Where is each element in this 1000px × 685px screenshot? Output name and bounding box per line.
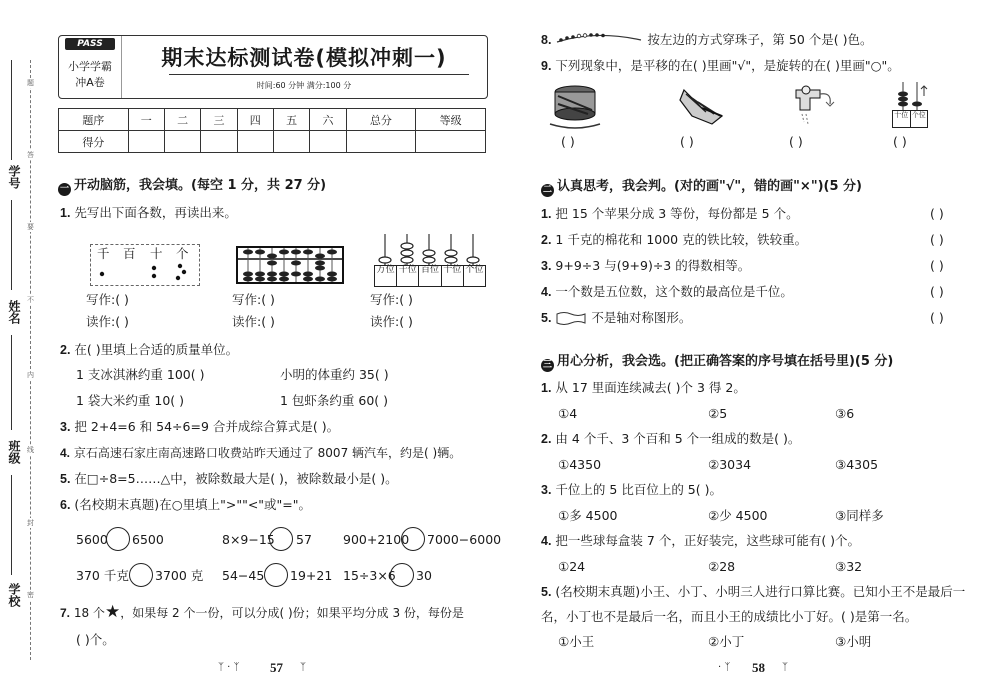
question-number: 9. [541,59,552,73]
choice-option[interactable]: ③4305 [835,457,879,472]
question-9 [541,58,900,74]
choice-question-1[interactable] [541,380,746,396]
write-field-1[interactable]: 写作:( ) [86,292,129,307]
class-label: 班级 [7,440,21,464]
compare-right: 6500 [132,532,164,547]
judge-item [541,258,750,274]
table-cell: 得分 [59,131,129,153]
brand-line1: 小学学霸 [68,60,112,73]
table-row [59,131,486,153]
question-text: 把 2+4=6 和 54÷6=9 合并成综合算式是( )。 [74,419,340,434]
compare-circle[interactable] [106,527,130,551]
compare-right: 30 [416,568,432,583]
place-label: 个位 [911,111,926,119]
question-number: 8. [541,33,552,47]
table-cell: 二 [164,109,200,131]
question-number: 7. [60,606,71,620]
judge-item [541,310,691,326]
question-7-line2[interactable]: ( )个。 [76,632,115,647]
section-number-icon: 二 [542,185,552,195]
write-field-2[interactable]: 写作:( ) [232,292,275,307]
choice-question-5-line2[interactable]: 名，小丁也不是最后一名，而且小王的成绩比小丁好。( )是第一名。 [541,609,918,624]
name-label: 姓名 [7,300,21,324]
choice-question-5 [541,584,965,600]
question-number: 4. [541,534,552,548]
question-number: 3. [60,420,71,434]
compare-left: 54−45 [222,568,265,583]
fill-line [11,200,12,290]
q2-item[interactable]: 1 支冰淇淋约重 100( ) [76,367,205,382]
binding-mark: 要 [27,223,34,231]
page-number-right: 58 [752,660,765,675]
answer-paren[interactable]: ( ) [930,284,944,299]
question-text: 把一些球每盒装 7 个，正好装完，这些球可能有( )个。 [555,533,861,548]
q2-item[interactable]: 小明的体重约 35( ) [280,367,389,382]
question-text: 一个数是五位数，这个数的最高位是千位。 [555,284,793,299]
choice-option[interactable]: ①24 [558,559,586,574]
choice-option[interactable]: ③32 [835,559,863,574]
question-text: 在( )里填上合适的质量单位。 [74,342,239,357]
score-cell[interactable] [346,131,416,153]
exam-meta: 时间:60 分钟 满分:100 分 [256,81,352,90]
question-text: 按左边的方式穿珠子，第 50 个是( )色。 [647,32,873,47]
rod-label: 个位 [465,265,484,275]
compare-circle[interactable] [269,527,293,551]
fill-line [11,475,12,575]
question-text: 千位上的 5 比百位上的 5( )。 [555,482,722,497]
question-4[interactable] [60,445,461,461]
score-cell[interactable] [201,131,237,153]
question-text: 1 千克的棉花和 1000 克的铁比较，铁较重。 [555,232,808,247]
table-cell: 总分 [346,109,416,131]
question-number: 5. [60,472,71,486]
place-label: 十位 [893,111,911,127]
place-label: 千 [97,246,110,261]
page-number-left: 57 [270,660,283,675]
question-text: 下列现象中，是平移的在( )里画"√"，是旋转的在( )里画"○"。 [555,58,900,73]
exam-header [58,35,488,99]
sliding-drawer-icon [676,86,730,126]
compare-circle[interactable] [264,563,288,587]
choice-option[interactable]: ①4 [558,406,578,421]
question-1 [60,205,237,221]
score-cell[interactable] [237,131,273,153]
section-3-heading [541,354,893,372]
section-1-heading [58,178,326,196]
question-text: 18 个 [73,606,105,620]
pass-logo: PASS [65,38,115,50]
question-8[interactable] [541,32,873,48]
title-rule [169,74,469,75]
question-text: 由 4 个千、3 个百和 5 个一组成的数是( )。 [555,431,801,446]
table-cell: 六 [310,109,346,131]
fill-line [11,60,12,160]
bead-dots-icon [90,244,198,284]
question-number: 1. [541,207,552,221]
score-cell[interactable] [416,131,486,153]
question-number: 6. [60,498,71,512]
compare-right: 3700 克 [155,568,204,583]
question-number: 3. [541,483,552,497]
choice-option[interactable]: ③6 [835,406,855,421]
question-number: 4. [60,446,71,460]
question-text: 京石高速石家庄南高速路口收费站昨天通过了 8007 辆汽车，约是( )辆。 [73,446,462,460]
footer-ornament-icon: · ᛉ [718,662,731,673]
question-6 [60,497,311,513]
compare-left: 900+2100 [343,532,410,547]
compare-circle[interactable] [401,527,425,551]
question-text: ，如果每 2 个一份，可以分成( )份；如果平均分成 3 份，每份是 [120,606,464,620]
question-5[interactable] [60,471,398,487]
section-title: 开动脑筋，我会填。(每空 1 分，共 27 分) [74,178,327,193]
choice-question-4[interactable] [541,533,860,549]
choice-option[interactable]: ③小明 [835,634,872,649]
answer-paren[interactable]: ( ) [930,258,944,273]
choice-option[interactable]: ②少 4500 [708,508,768,523]
compare-left: 8×9−15 [222,532,275,547]
question-text: 先写出下面各数，再读出来。 [74,205,237,220]
choice-option[interactable]: ①4350 [558,457,602,472]
section-2-heading [541,179,862,197]
compare-right: 19+21 [290,568,333,583]
table-row [59,109,486,131]
judge-item [541,232,807,248]
compare-circle[interactable] [390,563,414,587]
choice-option[interactable]: ②28 [708,559,736,574]
question-text: 把 15 个苹果分成 3 等份，每份都是 5 个。 [555,206,799,221]
compare-circle[interactable] [129,563,153,587]
q2-item[interactable]: 1 包虾条约重 60( ) [280,393,389,408]
read-field-2[interactable]: 读作:( ) [232,314,275,329]
score-cell[interactable] [310,131,346,153]
star-icon: ★ [104,602,121,622]
read-field-3[interactable]: 读作:( ) [370,314,413,329]
question-text: 不是轴对称图形。 [591,310,692,325]
question-tag: (名校期末真题) [555,584,641,599]
rod-label: 万位 [375,266,397,286]
section-title: 用心分析，我会选。(把正确答案的序号填在括号里)(5 分) [557,354,894,369]
binding-mark: 封 [27,519,34,527]
q2-item[interactable]: 1 袋大米约重 10( ) [76,393,185,408]
small-abacus-icon [890,80,930,110]
write-field-3[interactable]: 写作:( ) [370,292,413,307]
school-label: 学校 [7,583,21,607]
choice-option[interactable]: ③同样多 [835,508,884,523]
question-text: 小王、小丁、小明三人进行口算比赛。已知小王不是最后一 [640,584,966,599]
rod-label: 千位 [397,266,419,286]
rod-counter-picture [374,232,486,286]
table-cell: 一 [128,109,164,131]
spinning-top-icon [548,82,602,130]
question-tag: (名校期末真题) [74,497,160,512]
read-field-1[interactable]: 读作:( ) [86,314,129,329]
answer-paren[interactable]: ( ) [930,206,944,221]
section-number-icon: 三 [542,360,552,370]
judge-item [541,284,793,300]
faucet-icon [786,84,838,128]
choice-option[interactable]: ①多 4500 [558,508,618,523]
fill-line [11,335,12,430]
answer-paren[interactable]: ( ) [930,232,944,247]
table-cell: 三 [201,109,237,131]
rod-beads-icon [374,232,486,266]
choice-question-3[interactable] [541,482,722,498]
binding-mark: 题 [27,79,34,87]
question-7[interactable] [60,604,464,621]
table-cell: 题序 [59,109,129,131]
question-number: 4. [541,285,552,299]
section-number-icon: 一 [59,184,69,194]
binding-mark: 不 [27,296,34,304]
footer-ornament-icon: ᛉ · ᛉ [218,662,240,673]
choice-option[interactable]: ②5 [708,406,728,421]
question-number: 5. [541,585,552,599]
counting-board-picture [90,244,198,284]
answer-paren[interactable]: ( ) [930,310,944,325]
score-cell[interactable] [273,131,309,153]
binding-mark: 密 [27,591,34,599]
question-3[interactable] [60,419,339,435]
choice-question-2[interactable] [541,431,800,447]
page-title: 期末达标测试卷(模拟冲刺一) [161,46,447,70]
question-number: 1. [60,206,71,220]
question-2 [60,342,238,358]
brand-block [59,36,122,98]
compare-left: 370 千克 [76,568,129,583]
question-number: 2. [541,432,552,446]
abacus-icon [236,246,344,284]
table-cell: 四 [237,109,273,131]
question-number: 1. [541,381,552,395]
question-number: 3. [541,259,552,273]
footer-ornament-icon: ᛉ [782,662,788,673]
binding-mark: 内 [27,371,34,379]
compare-right: 7000−6000 [427,532,502,547]
score-cell[interactable] [128,131,164,153]
bead-string-icon [555,32,643,46]
question-number: 2. [60,343,71,357]
binding-mark: 线 [27,446,34,454]
answer-paren[interactable]: ( ) [893,134,907,149]
question-text: 9+9÷3 与(9+9)÷3 的得数相等。 [555,258,751,273]
student-id-label: 学号 [7,165,21,189]
brand-line2: 冲A卷 [75,76,105,89]
score-table [58,108,486,153]
footer-ornament-icon: ᛉ [300,662,306,673]
choice-option[interactable]: ②小丁 [708,634,745,649]
table-cell: 等级 [416,109,486,131]
binding-mark: 答 [27,151,34,159]
question-number: 2. [541,233,552,247]
answer-paren[interactable]: ( ) [680,134,694,149]
table-cell: 五 [273,109,309,131]
small-abacus-picture [890,80,930,128]
compare-right: 57 [296,532,312,547]
compare-left: 15÷3×6 [343,568,396,583]
wavy-flag-shape-icon [555,311,587,325]
question-text: 在□÷8=5……△中，被除数最大是( )，被除数最小是( )。 [74,471,398,486]
choice-option[interactable]: ①小王 [558,634,595,649]
choice-option[interactable]: ②3034 [708,457,752,472]
answer-paren[interactable]: ( ) [789,134,803,149]
rod-label: 百位 [419,266,441,286]
place-label: 百 [123,246,136,261]
place-label: 十 [150,246,163,261]
compare-left: 5600 [76,532,108,547]
score-cell[interactable] [164,131,200,153]
rod-label: 十位 [442,266,464,286]
place-label: 个 [176,246,189,261]
question-number: 5. [541,311,552,325]
question-text: 在○里填上">""<"或"="。 [159,497,312,512]
answer-paren[interactable]: ( ) [561,134,575,149]
section-title: 认真思考，我会判。(对的画"√"，错的画"×")(5 分) [557,179,862,194]
question-text: 从 17 里面连续减去( )个 3 得 2。 [555,380,746,395]
judge-item [541,206,799,222]
